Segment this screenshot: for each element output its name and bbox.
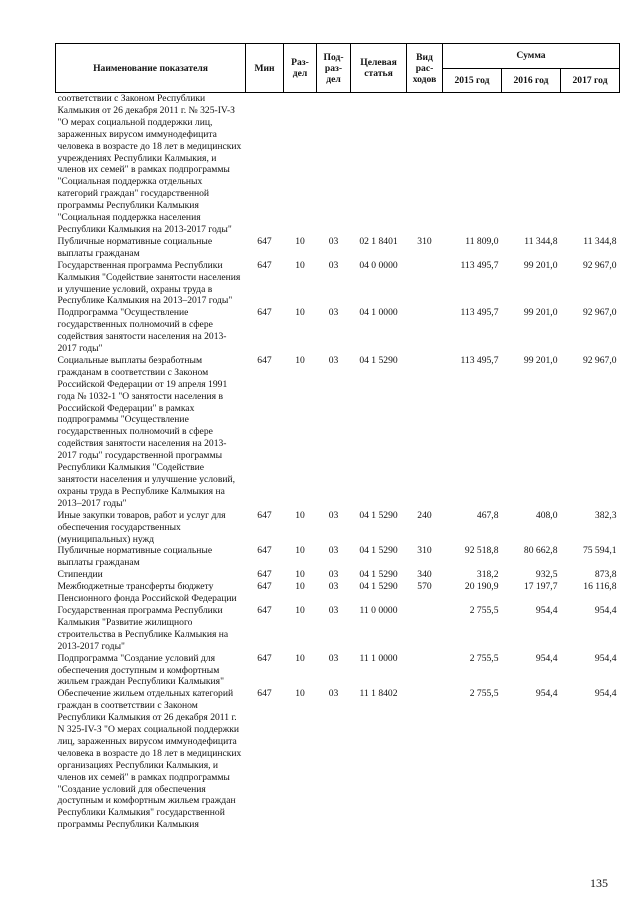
- table-row: [56, 260, 620, 308]
- header-podrazdel: Под-раз-дел: [317, 44, 351, 93]
- row-sum-2017: 954,4: [594, 652, 617, 664]
- table-row: [56, 355, 620, 510]
- row-sum-2017: 16 116,8: [583, 581, 617, 593]
- header-razdel: Раз-дел: [284, 44, 317, 93]
- row-sum-2017: 954,4: [594, 604, 617, 616]
- row-razdel: 10: [295, 259, 305, 271]
- row-sum-2017: 92 967,0: [582, 307, 617, 319]
- row-sum-2015: 113 495,7: [460, 259, 499, 271]
- row-sum-2015: 467,8: [476, 509, 499, 521]
- row-target-article: 02 1 8401: [359, 235, 398, 247]
- row-sum-2015: 92 518,8: [464, 545, 499, 557]
- table-row: [56, 581, 620, 605]
- row-expense-type: 310: [417, 235, 432, 247]
- row-expense-type: [407, 355, 443, 510]
- row-sum-2016: [502, 93, 561, 236]
- header-min: Мин: [246, 44, 284, 93]
- row-podrazdel: 03: [328, 581, 339, 593]
- row-name: Подпрограмма "Создание условий для обеспечения доступным и комфортным жильем граждан Республики Калмыкия": [57, 652, 225, 688]
- header-year-2017: 2017 год: [561, 68, 620, 93]
- row-sum-2016: 99 201,0: [523, 354, 558, 366]
- row-sum-2016: 932,5: [535, 569, 558, 581]
- table-row: [56, 545, 620, 569]
- row-name: Публичные нормативные социальные выплаты гражданам: [57, 235, 213, 259]
- header-sum: Сумма: [443, 44, 620, 69]
- row-podrazdel: 03: [328, 545, 339, 557]
- row-sum-2015: 113 495,7: [460, 354, 499, 366]
- row-razdel: 10: [295, 581, 305, 593]
- row-sum-2016: 17 197,7: [523, 581, 558, 593]
- row-target-article: 11 1 0000: [359, 652, 398, 664]
- row-min: 647: [257, 652, 272, 664]
- row-expense-type: 310: [417, 545, 432, 557]
- row-sum-2015: 318,2: [476, 569, 499, 581]
- table-row: [56, 653, 620, 689]
- row-sum-2016: 954,4: [535, 652, 558, 664]
- row-name: Стипендии: [57, 569, 103, 581]
- row-podrazdel: [317, 93, 351, 236]
- row-expense-type: [407, 653, 443, 689]
- row-sum-2015: 2 755,5: [469, 688, 499, 700]
- row-min: 647: [257, 604, 272, 616]
- row-podrazdel: 03: [328, 509, 339, 521]
- table-row: [56, 510, 620, 546]
- row-expense-type: [407, 307, 443, 355]
- row-min: 647: [257, 545, 272, 557]
- header-year-2016: 2016 год: [502, 68, 561, 93]
- row-sum-2017: 92 967,0: [582, 259, 617, 271]
- row-podrazdel: 03: [328, 235, 339, 247]
- row-min: 647: [257, 235, 272, 247]
- row-name: Государственная программа Республики Калмыкия "Развитие жилищного строительства в Республике Калмыкия на 2013-2017 годы": [57, 604, 229, 652]
- row-sum-2015: 11 809,0: [465, 235, 499, 247]
- header-target-article: Целевая статья: [351, 44, 407, 93]
- row-razdel: 10: [295, 545, 305, 557]
- row-expense-type: [407, 605, 443, 653]
- row-min: 647: [257, 569, 272, 581]
- row-sum-2015: 2 755,5: [469, 604, 499, 616]
- table-body: [56, 93, 620, 832]
- row-sum-2017: 92 967,0: [582, 354, 617, 366]
- row-min: 647: [257, 307, 272, 319]
- header-year-2015: 2015 год: [443, 68, 502, 93]
- row-podrazdel: 03: [328, 569, 339, 581]
- row-min: 647: [257, 354, 272, 366]
- row-expense-type: [407, 260, 443, 308]
- row-name: Государственная программа Республики Калмыкия "Содействие занятости населения и улучшение условий, охраны труда в Республике Калмыкия на 2013–2017 годы": [57, 259, 241, 307]
- row-sum-2017: [561, 93, 620, 236]
- row-podrazdel: 03: [328, 307, 339, 319]
- row-sum-2016: 408,0: [535, 509, 558, 521]
- row-sum-2016: 80 662,8: [523, 545, 558, 557]
- row-sum-2015: 113 495,7: [460, 307, 499, 319]
- budget-table: [55, 43, 620, 831]
- row-name: Межбюджетные трансферты бюджету Пенсионного фонда Российской Федерации: [57, 581, 237, 605]
- header-expense-type: Вид рас-ходов: [407, 44, 443, 93]
- row-razdel: 10: [295, 235, 305, 247]
- row-name: Обеспечение жильем отдельных категорий граждан в соответствии с Законом Республики Калмыкия от 26 декабря 2011 г. N 325-IV-З "О мерах социальной поддержки лиц, зараженных вирусом иммунодефицита человека в возрасте до 18 лет в медицинских организациях Республики Калмыкия, и членов их семей" в рамках подпрограммы "Создание условий для обеспечения доступным и комфортным жильем граждан Республики Калмыкия" государственной программы Республики Калмыкия: [57, 688, 242, 831]
- page-number: 135: [590, 876, 608, 890]
- row-razdel: 10: [295, 354, 305, 366]
- row-name: Иные закупки товаров, работ и услуг для обеспечения государственных (муниципальных) нужд: [57, 509, 226, 545]
- row-razdel: 10: [295, 688, 305, 700]
- row-target-article: 04 1 5290: [359, 354, 398, 366]
- row-min: [246, 93, 284, 236]
- row-name: Подпрограмма "Осуществление государственных полномочий в сфере содействия занятости населения на 2013-2017 годы": [57, 307, 227, 355]
- row-sum-2017: 75 594,1: [582, 545, 617, 557]
- row-sum-2016: 11 344,8: [524, 235, 558, 247]
- table-row: [56, 93, 620, 236]
- row-sum-2016: 99 201,0: [523, 307, 558, 319]
- row-sum-2017: 382,3: [594, 509, 617, 521]
- row-target-article: 04 1 5290: [359, 581, 398, 593]
- row-podrazdel: 03: [328, 354, 339, 366]
- row-min: 647: [257, 688, 272, 700]
- row-name: Социальные выплаты безработным гражданам в соответствии с Законом Российской Федерации от 19 апреля 1991 года № 1032-1 "О занятости населения в Российской Федерации" в рамках подпрограммы "Осуществление государственных полномочий в сфере содействия занятости населения на 2013-2017 годы" государственной программы Республики Калмыкия "Содействие занятости населения и улучшение условий, охраны труда в Республике Калмыкия на 2013–2017 годы": [57, 354, 236, 509]
- row-target-article: 11 1 8402: [359, 688, 398, 700]
- row-sum-2015: 20 190,9: [464, 581, 499, 593]
- row-target-article: 11 0 0000: [359, 604, 398, 616]
- row-podrazdel: 03: [328, 688, 339, 700]
- row-expense-type: [407, 688, 443, 831]
- table-row: [56, 236, 620, 260]
- row-target-article: 04 1 0000: [359, 307, 398, 319]
- row-razdel: 10: [295, 509, 305, 521]
- row-razdel: 10: [295, 307, 305, 319]
- row-sum-2015: [443, 93, 502, 236]
- table-row: [56, 307, 620, 355]
- row-sum-2017: 873,8: [594, 569, 617, 581]
- row-min: 647: [257, 581, 272, 593]
- row-name: Публичные нормативные социальные выплаты гражданам: [57, 545, 213, 569]
- row-sum-2016: 954,4: [535, 604, 558, 616]
- row-expense-type: 340: [417, 569, 432, 581]
- row-target-article: 04 1 5290: [359, 569, 398, 581]
- row-expense-type: 570: [417, 581, 432, 593]
- row-podrazdel: 03: [328, 604, 339, 616]
- header-name: Наименование показателя: [56, 44, 246, 93]
- row-razdel: 10: [295, 652, 305, 664]
- row-podrazdel: 03: [328, 652, 339, 664]
- table-header: [56, 44, 620, 93]
- row-razdel: 10: [295, 604, 305, 616]
- row-expense-type: [407, 93, 443, 236]
- table-row: [56, 605, 620, 653]
- row-sum-2017: 954,4: [594, 688, 617, 700]
- row-target-article: 04 1 5290: [359, 509, 398, 521]
- row-name: соответствии с Законом Республики Калмыкия от 26 декабря 2011 г. № 325-IV-З "О мерах социальной поддержки лиц, зараженных вирусом иммунодефицита человека в возрасте до 18 лет в медицинских учреждениях Республики Калмыкия, и членов их семей" в рамках подпрограммы "Социальная поддержка отдельных категорий граждан" государственной программы Республики Калмыкия "Социальная поддержка населения Республики Калмыкия на 2013-2017 годы": [57, 93, 242, 235]
- row-razdel: [284, 93, 317, 236]
- table-row: [56, 688, 620, 831]
- row-target-article: [351, 93, 407, 236]
- row-razdel: 10: [295, 569, 305, 581]
- row-target-article: 04 0 0000: [359, 259, 398, 271]
- row-sum-2016: 99 201,0: [523, 259, 558, 271]
- row-min: 647: [257, 509, 272, 521]
- row-sum-2016: 954,4: [535, 688, 558, 700]
- row-target-article: 04 1 5290: [359, 545, 398, 557]
- row-sum-2015: 2 755,5: [469, 652, 499, 664]
- row-min: 647: [257, 259, 272, 271]
- row-sum-2017: 11 344,8: [583, 235, 617, 247]
- row-expense-type: 240: [417, 509, 432, 521]
- table-row: [56, 569, 620, 581]
- row-podrazdel: 03: [328, 259, 339, 271]
